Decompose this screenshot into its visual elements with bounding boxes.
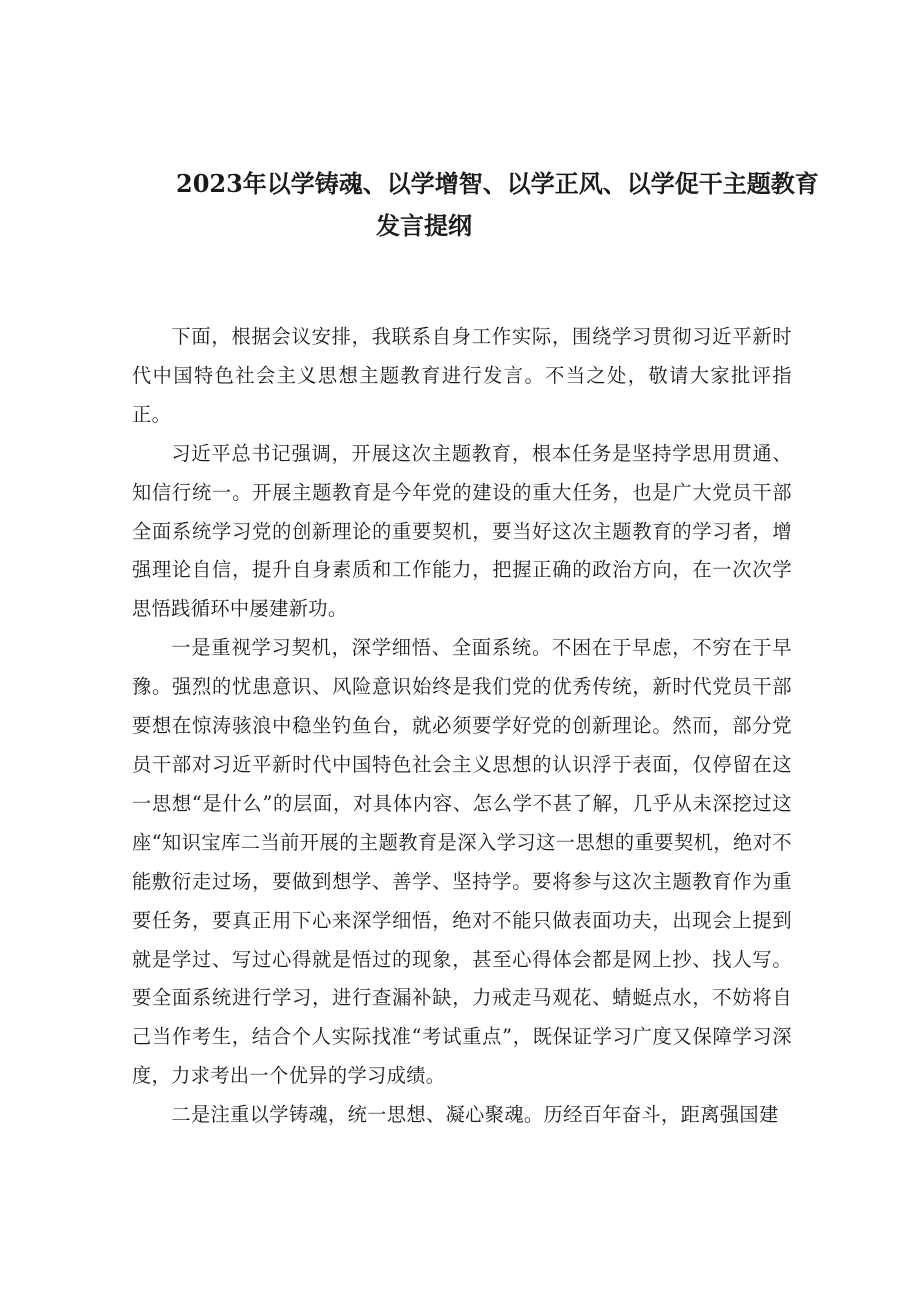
paragraph: 二是注重以学铸魂，统一思想、凝心聚魂。历经百年奋斗，距离强国建 bbox=[171, 1103, 779, 1127]
paragraph: 下面，根据会议安排，我联系自身工作实际，围绕学习贯彻习近平新时代中国特色社会主义思想主题教育进行发言。不当之处，敬请大家批评指正。 bbox=[132, 325, 792, 426]
paragraph: 习近平总书记强调，开展这次主题教育，根本任务是坚持学思用贯通、知信行统一。开展主题教育是今年党的建设的重大任务，也是广大党员干部全面系统学习党的创新理论的重要契机，要当好这次主题教育的学习者，增强理论自信，提升自身素质和工作能力，把握正确的政治方向，在一次次学思悟践循环中屡建新功。 bbox=[132, 441, 792, 621]
document-body bbox=[132, 318, 792, 1135]
document-title-line-2: 发言提纲 bbox=[376, 211, 472, 240]
paragraph: 一是重视学习契机，深学细悟、全面系统。不困在于早虑，不穷在于早豫。强烈的忧患意识、风险意识始终是我们党的优秀传统，新时代党员干部要想在惊涛骇浪中稳坐钓鱼台，就必须要学好党的创新理论。然而，部分党员干部对习近平新时代中国特色社会主义思想的认识浮于表面，仅停留在这一思想“是什么”的层面，对具体内容、怎么学不甚了解，几乎从未深挖过这座“知识宝库二当前开展的主题教育是深入学习这一思想的重要契机，绝对不能敷衍走过场，要做到想学、善学、坚持学。要将参与这次主题教育作为重要任务，要真正用下心来深学细悟，绝对不能只做表面功夫，出现会上提到就是学过、写过心得就是悟过的现象，甚至心得体会都是网上抄、找人写。要全面系统进行学习，进行查漏补缺，力戒走马观花、蜻蜓点水，不妨将自己当作考生，结合个人实际找准“考试重点”，既保证学习广度又保障学习深度，力求考出一个优异的学习成绩。 bbox=[132, 636, 792, 1088]
document-title-line-1: 2023年以学铸魂、以学增智、以学正风、以学促干主题教育 bbox=[176, 169, 819, 198]
